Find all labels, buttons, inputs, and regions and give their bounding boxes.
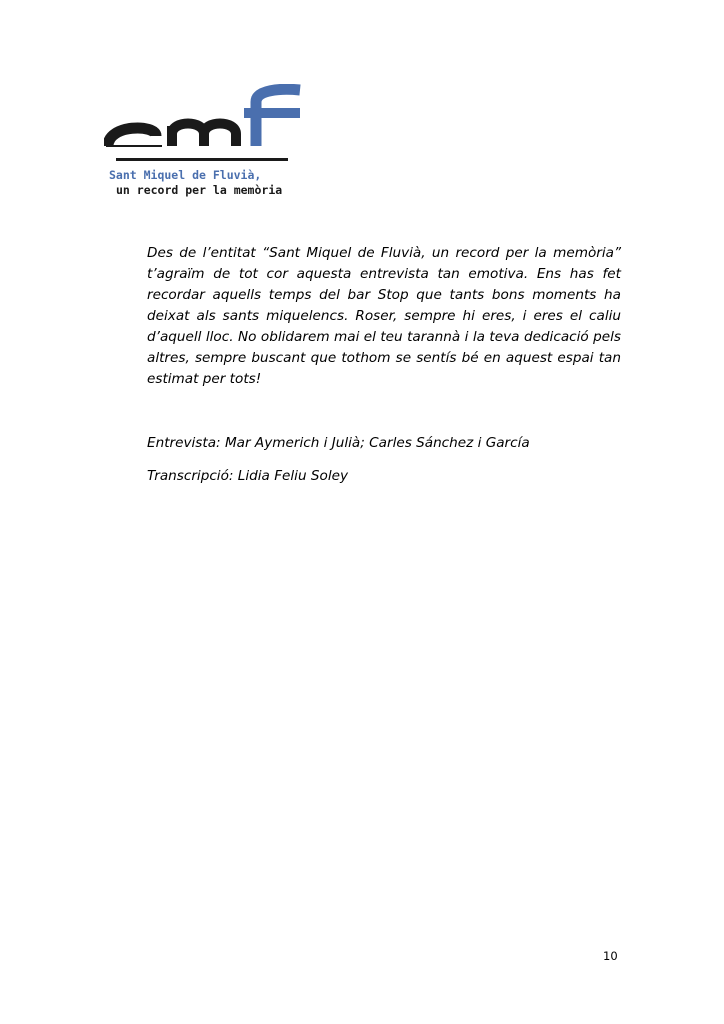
smf-logo — [104, 84, 304, 200]
logo-tagline-name: Sant Miquel de Fluvià, — [109, 168, 262, 182]
logo-tagline-motto: un record per la memòria — [116, 183, 283, 197]
interview-credit: Entrevista: Mar Aymerich i Julià; Carles Sánchez i García — [147, 435, 530, 451]
page-number: 10 — [603, 949, 618, 963]
transcription-credit: Transcripció: Lidia Feliu Soley — [147, 468, 349, 484]
closing-paragraph: Des de l’entitat “Sant Miquel de Fluvià, un record per la memòria” t’agraïm de tot cor aquesta entrevista tan emotiva. Ens has fet recordar aquells temps del bar Stop que tants bons moments ha deixat als sants miquelencs. Roser, sempre hi eres, i eres el caliu d’aquell lloc. No oblidarem mai el teu tarannà i la teva dedicació pels altres, sempre buscant que tothom se sentís bé en aquest espai tan estimat per tots! — [147, 245, 621, 387]
smf-monogram-graphic — [104, 84, 304, 164]
